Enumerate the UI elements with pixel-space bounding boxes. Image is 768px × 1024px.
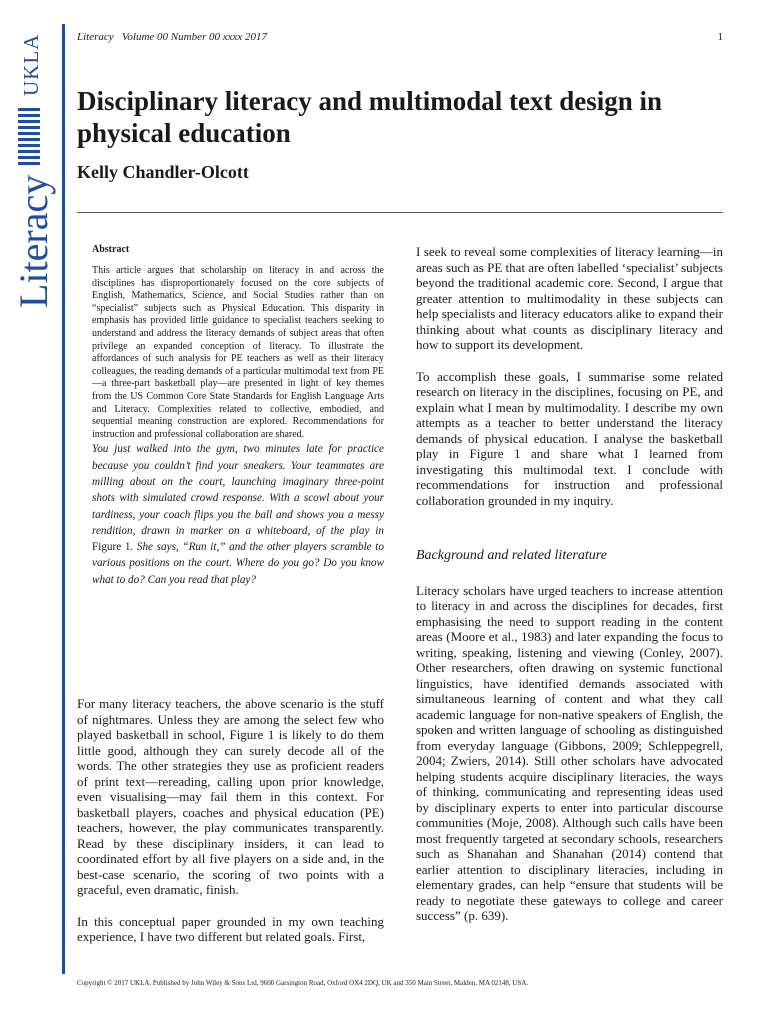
epigraph-part2: . She says, “Run it,” and the other players scramble to various positions on the court. Where do you go? Do you know what to do? Can you read that play? bbox=[92, 541, 384, 586]
brand-publisher-abbrev: UKLA bbox=[19, 33, 43, 96]
journal-brand bbox=[6, 28, 56, 318]
epigraph-figure-ref: Figure 1 bbox=[92, 541, 131, 554]
epigraph-part1: You just walked into the gym, two minutes late for practice because you couldn’t find your sneakers. Your teammates are milling about on the court, launching imaginary three-point shots with simulated crowd response. With a scowl about your tardiness, your coach flips you the ball and shows you a messy rendition, drawn in marker on a whiteboard, of the play in bbox=[92, 443, 384, 537]
right-column-body bbox=[416, 244, 723, 924]
article-author: Kelly Chandler-Olcott bbox=[77, 162, 249, 182]
running-header bbox=[77, 31, 723, 43]
brand-journal-name: Literacy bbox=[11, 174, 56, 308]
abstract-heading: Abstract bbox=[92, 244, 130, 255]
body-paragraph: To accomplish these goals, I summarise some related research on literacy in the disciplines, focusing on PE, and explain what I mean by multimodality. I describe my own attempts as a teacher to better understand the literacy demands of physical education. I analyse the basketball play in Figure 1 and share what I learned from investigating this multimodal text. I conclude with recommendations for instruction and professional collaboration grounded in my inquiry. bbox=[416, 368, 723, 508]
left-column-body bbox=[77, 696, 384, 945]
brand-stripes bbox=[18, 108, 40, 165]
body-paragraph: In this conceptual paper grounded in my own teaching experience, I have two different but related goals. First, bbox=[77, 913, 384, 944]
abstract-block bbox=[92, 244, 384, 588]
article-title: Disciplinary literacy and multimodal text design in physical education bbox=[77, 86, 663, 148]
journal-brand-mark bbox=[6, 28, 56, 318]
page-number: 1 bbox=[717, 31, 723, 43]
body-paragraph: I seek to reveal some complexities of literacy learning—in areas such as PE that are often labelled ‘specialist’ subjects beyond the traditional academic core. Second, I argue that greater attention to multimodality in these subjects can help specialists and literacy educators alike to expand their thinking about what counts as disciplinary literacy and how to support its development. bbox=[416, 244, 723, 352]
epigraph bbox=[92, 441, 384, 588]
sidebar-rule bbox=[62, 24, 65, 974]
abstract-text: This article argues that scholarship on literacy in and across the disciplines has disproportionately focused on the core subjects of English, Mathematics, Science, and Social Studies rather than on “specialist” subjects such as Physical Education. This disparity in emphasis has provided little guidance to specialist teachers seeking to understand and address the literacy demands of subject areas that often privilege an expanded conception of literacy. To illustrate the affordances of such analysis for PE teachers as well as their literacy colleagues, the reading demands of a particular multimodal text from PE—a three-part basketball play—are presented in light of key themes from the US Common Core State Standards for English Language Arts and Literacy. Complexities related to collective, embodied, and sequential meaning construction are explored. Recommendations for instruction and professional collaboration are shared. bbox=[92, 265, 384, 440]
copyright-footer: Copyright © 2017 UKLA. Published by John Wiley & Sons Ltd, 9600 Garsington Road, Oxford OX4 2DQ, UK and 350 Main Street, Malden, MA 02148, USA. bbox=[77, 979, 529, 987]
section-heading: Background and related literature bbox=[416, 548, 607, 563]
body-paragraph: For many literacy teachers, the above scenario is the stuff of nightmares. Unless they are among the select few who played basketball in school, Figure 1 is likely to do them little good, although they can surely decode all of the words. The other strategies they use as proficient readers of print text—rereading, calling upon prior knowledge, even visualising—may fail them in this context. For basketball players, coaches and physical education (PE) teachers, however, the play communicates transparently. Read by these disciplinary insiders, it can lead to coordinated effort by all five players on a side and, in the best-case scenario, the scoring of two points with a graceful, even dramatic, finish. bbox=[77, 696, 384, 897]
header-divider bbox=[77, 212, 723, 213]
header-citation: Literacy Volume 00 Number 00 xxxx 2017 bbox=[77, 31, 268, 43]
body-paragraph: Literacy scholars have urged teachers to increase attention to literacy in and across the disciplines for decades, first emphasising the need to support reading in the content areas (Moore et al., 1983) and later expanding the focus to writing, speaking, listening and viewing (Conley, 2007). Other researchers, often drawing on systemic functional linguistics, have identified demands associated with simultaneous learning of content and what they call academic language for non-native speakers of English, the spoken and written language of schooling as distinguished from everyday language (Gibbons, 2009; Schleppegrell, 2004; Zwiers, 2014). Still other scholars have advocated helping students acquire disciplinary literacies, the ways of thinking, communicating and representing ideas used by disciplinary experts to enter into particular discourse communities (Moje, 2008). Although such calls have been most frequently targeted at secondary schools, researchers such as Shanahan and Shanahan (2014) contend that earlier attention to disciplinary literacies, including in elementary grades, can help “ensure that students will be ready to negotiate these gateways to college and career success” (p. 639). bbox=[416, 582, 723, 923]
